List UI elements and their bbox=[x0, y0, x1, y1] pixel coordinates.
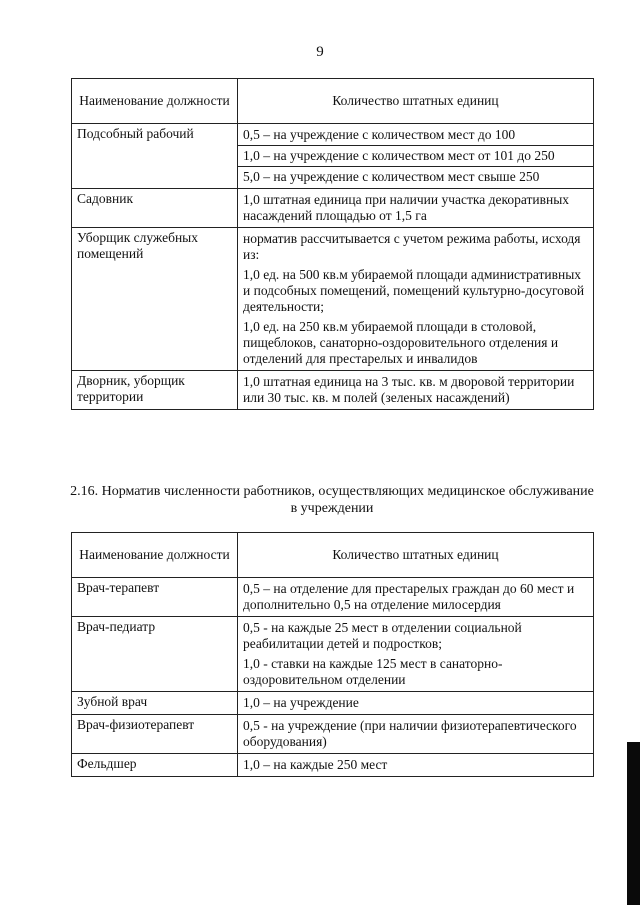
norm-line: 1,0 - ставки на каждые 125 мест в санаторно-оздоровительном отделении bbox=[243, 656, 503, 687]
table-row bbox=[72, 578, 594, 617]
staff-norm bbox=[238, 371, 594, 410]
header-position-name: Наименование должности bbox=[72, 533, 238, 578]
position-name: Врач-терапевт bbox=[72, 578, 238, 617]
norm-line: 1,0 ед. на 250 кв.м убираемой площади в столовой, пищеблоков, санаторно-оздоровительного отделения и отделений для престарелых и инвалидов bbox=[243, 319, 559, 366]
page-number: 9 bbox=[316, 44, 324, 60]
norm-line: норматив рассчитывается с учетом режима работы, исходя из: bbox=[243, 231, 581, 262]
table-row bbox=[72, 754, 594, 777]
staff-norm bbox=[238, 124, 594, 189]
position-name: Фельдшер bbox=[72, 754, 238, 777]
table-header-row bbox=[72, 79, 594, 124]
norm-line: 0,5 - на каждые 25 мест в отделении социальной реабилитации детей и подростков; bbox=[243, 620, 522, 651]
position-name: Уборщик служебных помещений bbox=[72, 228, 238, 371]
header-staff-count: Количество штатных единиц bbox=[238, 533, 594, 578]
staffing-table-1 bbox=[71, 78, 594, 410]
norm-line: 5,0 – на учреждение с количеством мест свыше 250 bbox=[238, 166, 593, 187]
position-name: Врач-физиотерапевт bbox=[72, 715, 238, 754]
norm-line: 1,0 – на учреждение bbox=[243, 695, 359, 710]
staff-norm bbox=[238, 578, 594, 617]
header-position-name: Наименование должности bbox=[72, 79, 238, 124]
norm-line: 1,0 штатная единица на 3 тыс. кв. м дворовой территории или 30 тыс. кв. м полей (зеленых насаждений) bbox=[243, 374, 575, 405]
table-row bbox=[72, 124, 594, 189]
staffing-table-2 bbox=[71, 532, 594, 777]
staff-norm bbox=[238, 715, 594, 754]
section-title: 2.16. Норматив численности работников, осуществляющих медицинское обслуживание в учреждении bbox=[70, 484, 594, 516]
position-name: Садовник bbox=[72, 189, 238, 228]
staff-norm bbox=[238, 189, 594, 228]
header-staff-count: Количество штатных единиц bbox=[238, 79, 594, 124]
position-name: Подсобный рабочий bbox=[72, 124, 238, 189]
table-row bbox=[72, 371, 594, 410]
position-name: Зубной врач bbox=[72, 692, 238, 715]
norm-line: 0,5 – на отделение для престарелых граждан до 60 мест и дополнительно 0,5 на отделение милосердия bbox=[243, 581, 575, 612]
norm-line: 0,5 - на учреждение (при наличии физиотерапевтического оборудования) bbox=[243, 718, 577, 749]
table-row bbox=[72, 617, 594, 692]
norm-line: 1,0 – на каждые 250 мест bbox=[243, 757, 388, 772]
norm-line: 1,0 – на учреждение с количеством мест от 101 до 250 bbox=[238, 145, 593, 166]
staff-norm bbox=[238, 754, 594, 777]
position-name: Дворник, уборщик территории bbox=[72, 371, 238, 410]
position-name: Врач-педиатр bbox=[72, 617, 238, 692]
scan-edge-mark bbox=[627, 742, 640, 905]
table-row bbox=[72, 228, 594, 371]
table-header-row bbox=[72, 533, 594, 578]
table-row bbox=[72, 692, 594, 715]
norm-line: 0,5 – на учреждение с количеством мест до 100 bbox=[243, 127, 516, 142]
norm-line: 1,0 штатная единица при наличии участка декоративных насаждений площадью от 1,5 га bbox=[243, 192, 570, 223]
table-row bbox=[72, 189, 594, 228]
norm-line: 1,0 ед. на 500 кв.м убираемой площади административных и подсобных помещений, помещений культурно-досуговой деятельности; bbox=[243, 267, 585, 314]
table-row bbox=[72, 715, 594, 754]
staff-norm bbox=[238, 228, 594, 371]
staff-norm bbox=[238, 692, 594, 715]
staff-norm bbox=[238, 617, 594, 692]
